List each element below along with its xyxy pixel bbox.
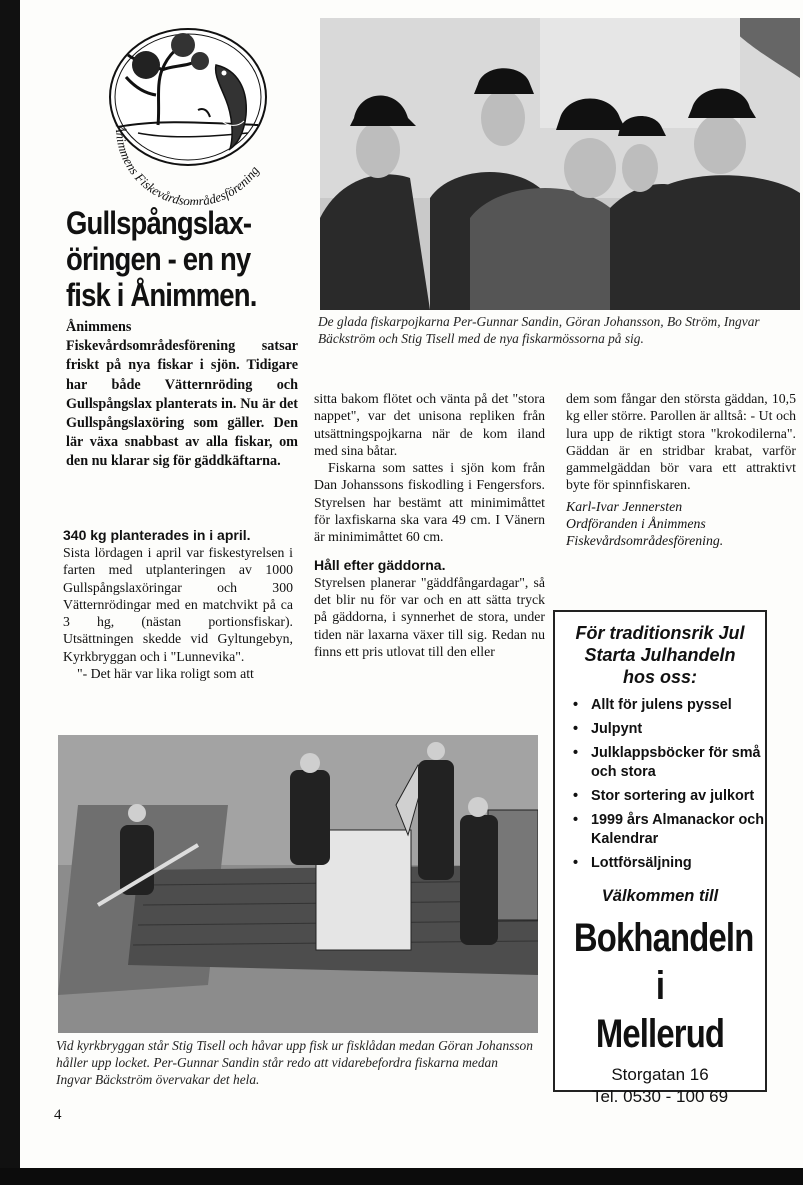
ad-item: • Julpynt xyxy=(573,720,765,739)
ad-street-address: Storgatan 16 xyxy=(611,1065,709,1084)
bottom-photo-caption: Vid kyrkbryggan står Stig Tisell och håvar upp fisk ur fisklådan medan Göran Johansson håller upp locket. Per-Gunnar Sandin står redo att vidarebefordra fiskarna medan Ingvar Bäckström övervakar det hela. xyxy=(56,1038,533,1087)
ad-heading-3: hos oss: xyxy=(622,667,697,687)
col2-paragraph-1: sitta bakom flötet och vänta på det "stora nappet", var det unisona repliken från utsättningspojkarna när de kom iland med sina båtar. xyxy=(314,391,545,458)
ad-item: • 1999 års Almanackor och Kalendrar xyxy=(573,811,765,849)
ad-item: • Lottförsäljning xyxy=(573,854,765,873)
photo-fishermen-group xyxy=(320,18,800,310)
article-headline xyxy=(66,205,277,313)
signature-name: Karl-Ivar Jennersten xyxy=(566,498,683,514)
col2-paragraph-3: Styrelsen planerar "gäddfångardagar", så det blir nu för var och en att sätta tryck på gäddorna, i synnerhet de stora, under tiden när laxarna växer till sig. Redan nu finns ett pris utlovat till den eller xyxy=(314,574,545,659)
ad-item: • Julklappsböcker för små och stora xyxy=(573,744,765,782)
ad-item: • Allt för julens pyssel xyxy=(573,696,765,715)
col3-paragraph-1: dem som fångar den största gäddan, 10,5 kg eller större. Parollen är alltså: - Ut och lura upp de riktigt stora "krokodilerna". Gäddan är en stridbar krabat, varför gammelgäddan bör vara ett attraktivt byte för spinnfiskaren. xyxy=(566,391,796,493)
ad-shop-name-line-2: Mellerud xyxy=(595,1012,725,1056)
scan-border xyxy=(0,1168,803,1185)
logo-arc-text: Ånimmens Fiskevårdsområdesförening xyxy=(112,124,262,205)
subhead-pike: Håll efter gäddorna. xyxy=(314,556,446,573)
article-column-3 xyxy=(566,390,796,550)
association-logo xyxy=(98,15,288,205)
top-photo-caption: De glada fiskarpojkarna Per-Gunnar Sandin, Göran Johansson, Bo Ström, Ingvar Bäckström och Stig Tisell med de nya fiskarmössorna på sig. xyxy=(318,314,760,346)
signature-title: Ordföranden i Ånimmens Fiskevårdsområdesförening. xyxy=(566,516,724,549)
ad-welcome: Välkommen till xyxy=(601,887,719,905)
col2-paragraph-2: Fiskarna som sattes i sjön kom från Dan Johanssons fiskodling i Fengersfors. Styrelsen har bestämt att minimimåttet för laxfiskarna ska vara 49 cm. I Vänern är minimimåttet 60 cm. xyxy=(314,460,545,545)
col1-paragraph-2: "- Det här var lika roligt som att xyxy=(77,666,254,682)
col1-paragraph-1: Sista lördagen i april var fiskestyrelsen i farten med utplanteringen av 1000 Gullspångslaxöringar och 300 Vätternrödingar med en matchvikt på ca 3 hg, (nästan portionsfiskar). Utsättningen skedde vid Gyltungebyn, Kyrkbryggan och i "Lunnevika". xyxy=(63,545,293,664)
ad-phone: Tel. 0530 - 100 69 xyxy=(591,1087,729,1106)
headline-line-1: Gullspångslax- xyxy=(66,205,252,241)
ad-heading-2: Starta Julhandeln xyxy=(584,645,736,665)
ad-item-list xyxy=(555,696,765,873)
ad-heading-1: För traditionsrik Jul xyxy=(575,623,745,643)
page-number: 4 xyxy=(54,1107,62,1123)
subhead-planting: 340 kg planterades in i april. xyxy=(63,527,251,543)
ad-shop-name-line-1: Bokhandeln i xyxy=(573,916,754,1008)
headline-line-2: öringen - en ny xyxy=(66,241,251,277)
pike-and-tree-emblem-icon xyxy=(98,15,288,205)
article-column-1 xyxy=(63,526,293,682)
headline-line-3: fisk i Ånimmen. xyxy=(66,277,257,313)
bookshop-advertisement xyxy=(553,610,767,1106)
article-lead: Ånimmens Fiskevårdsområdesförening satsar friskt på nya fiskar i sjön. Tidigare har både Vätternröding och Gullspångslax planterats in. Nu är det Gullspångslaxöring som gäller. Den lär växa snabbast av alla fiskar, om den nu klarar sig för gäddkäftarna. xyxy=(66,319,298,470)
ad-item: • Stor sortering av julkort xyxy=(573,787,765,806)
article-column-2 xyxy=(314,390,545,660)
photo-fish-release-dock xyxy=(58,735,538,1033)
